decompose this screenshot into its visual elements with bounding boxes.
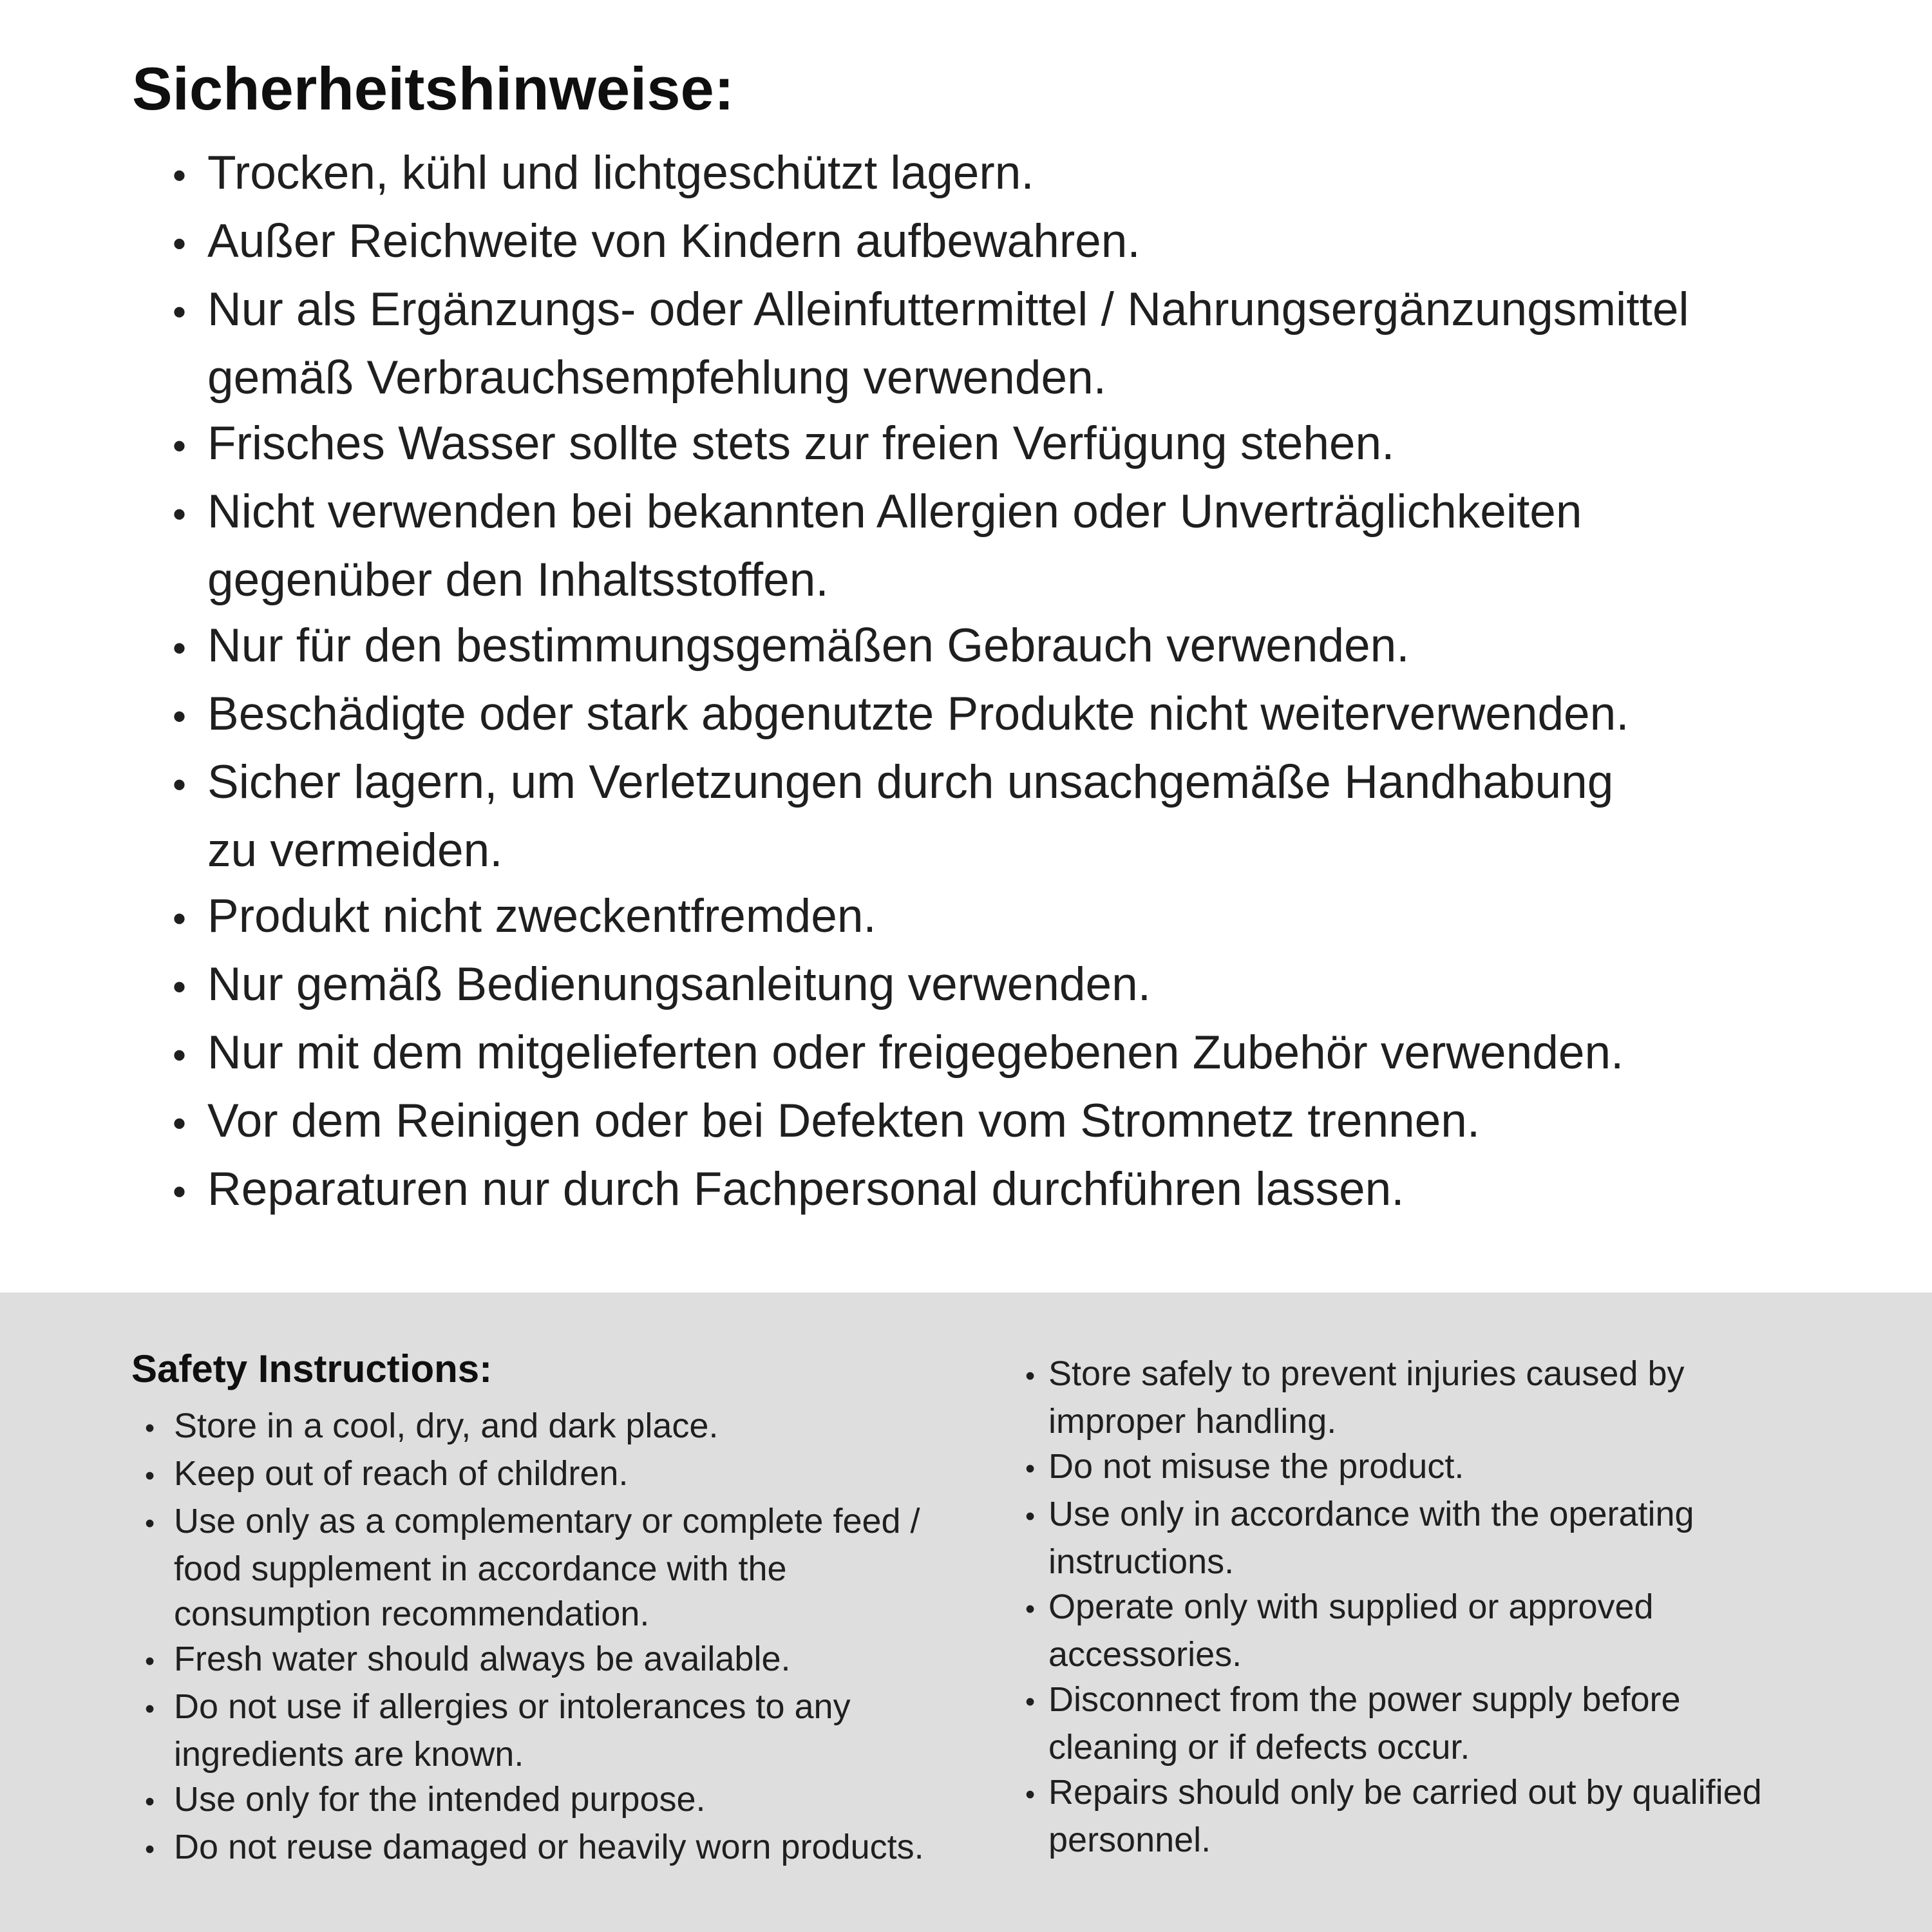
continuation-line: [131, 1732, 914, 1777]
continuation-line: [131, 1546, 914, 1591]
english-right-column: [914, 1293, 1932, 1932]
bullet-line: [131, 1499, 920, 1546]
bullet-icon: •: [173, 290, 186, 334]
bullet-icon: •: [1025, 1594, 1036, 1625]
bullet-text: Nicht verwenden bei bekannten Allergien oder Unverträglichkeiten: [207, 486, 1582, 538]
bullet-icon: •: [173, 627, 186, 670]
bullet-icon: •: [173, 1034, 186, 1077]
english-safety-section: [0, 1293, 1932, 1932]
bullet-line: [132, 411, 1932, 479]
bullet-icon: •: [145, 1413, 155, 1444]
bullet-text: Nur mit dem mitgelieferten oder freigegebenen Zubehör verwenden.: [207, 1027, 1624, 1079]
bullet-text: Nur gemäß Bedienungsanleitung verwenden.: [207, 958, 1151, 1011]
bullet-icon: •: [173, 424, 186, 468]
bullet-line: [1012, 1351, 1932, 1399]
bullet-icon: •: [145, 1786, 155, 1817]
bullet-line: [131, 1403, 914, 1451]
bullet-text: Frisches Wasser sollte stets zur freien Verfügung stehen.: [207, 417, 1395, 470]
bullet-icon: •: [145, 1694, 155, 1725]
continuation-line: [131, 1591, 914, 1636]
bullet-text: Reparaturen nur durch Fachpersonal durchführen lassen.: [207, 1163, 1405, 1216]
english-heading: Safety Instructions:: [131, 1347, 493, 1390]
bullet-text: improper handling.: [1048, 1402, 1337, 1441]
bullet-text: Nur als Ergänzungs- oder Alleinfuttermittel / Nahrungsergänzungsmittel: [207, 283, 1689, 336]
bullet-icon: •: [173, 965, 186, 1009]
bullet-icon: •: [173, 897, 186, 941]
bullet-line: [1012, 1492, 1932, 1539]
bullet-line: [1012, 1444, 1932, 1492]
bullet-line: [132, 277, 1932, 345]
bullet-line: [132, 140, 1932, 209]
bullet-text: Vor dem Reinigen oder bei Defekten vom Stromnetz trennen.: [207, 1095, 1481, 1148]
bullet-line: [131, 1777, 914, 1824]
bullet-text: instructions.: [1048, 1542, 1235, 1581]
bullet-text: Repairs should only be carried out by qualified: [1048, 1773, 1762, 1812]
bullet-icon: •: [1025, 1779, 1036, 1810]
continuation-line: [1012, 1539, 1932, 1584]
bullet-icon: •: [1025, 1361, 1036, 1392]
bullet-text: Nur für den bestimmungsgemäßen Gebrauch verwenden.: [207, 620, 1410, 672]
bullet-text: Do not use if allergies or intolerances to any: [174, 1687, 851, 1726]
bullet-text: Sicher lagern, um Verletzungen durch unsachgemäße Handhabung: [207, 756, 1614, 809]
bullet-text: Use only for the intended purpose.: [174, 1780, 706, 1819]
bullet-icon: •: [145, 1834, 155, 1865]
bullet-text: gemäß Verbrauchsempfehlung verwenden.: [207, 352, 1106, 404]
continuation-line: [1012, 1399, 1932, 1444]
bullet-line: [132, 479, 1932, 547]
bullet-text: accessories.: [1048, 1635, 1242, 1674]
continuation-line: [132, 345, 1932, 411]
bullet-line: [132, 1157, 1932, 1225]
bullet-line: [1012, 1584, 1932, 1632]
bullet-text: Beschädigte oder stark abgenutzte Produkte nicht weiterverwenden.: [207, 688, 1629, 741]
bullet-line: [132, 1088, 1932, 1157]
bullet-text: ingredients are known.: [174, 1735, 524, 1774]
bullet-text: Use only as a complementary or complete feed /: [174, 1502, 920, 1540]
bullet-text: Do not reuse damaged or heavily worn products.: [174, 1828, 924, 1866]
bullet-icon: •: [173, 493, 186, 536]
bullet-text: food supplement in accordance with the: [174, 1549, 787, 1588]
bullet-icon: •: [145, 1646, 155, 1677]
bullet-icon: •: [145, 1461, 155, 1492]
english-bullet-list-left: [131, 1403, 924, 1872]
bullet-icon: •: [173, 1170, 186, 1214]
bullet-text: cleaning or if defects occur.: [1048, 1728, 1470, 1766]
bullet-text: consumption recommendation.: [174, 1595, 650, 1633]
continuation-line: [1012, 1817, 1932, 1862]
continuation-line: [132, 818, 1932, 884]
bullet-icon: •: [173, 763, 186, 807]
bullet-icon: •: [173, 222, 186, 266]
english-left-column: [0, 1293, 924, 1932]
bullet-text: personnel.: [1048, 1821, 1211, 1859]
bullet-line: [132, 884, 1932, 952]
bullet-line: [132, 952, 1932, 1020]
bullet-icon: •: [1025, 1687, 1036, 1718]
bullet-icon: •: [173, 154, 186, 198]
bullet-text: zu vermeiden.: [207, 824, 503, 877]
german-bullet-list: [132, 140, 1932, 1225]
bullet-line: [131, 1636, 914, 1684]
bullet-text: Trocken, kühl und lichtgeschützt lagern.: [207, 147, 1034, 200]
bullet-line: [131, 1684, 914, 1732]
continuation-line: [1012, 1632, 1932, 1677]
bullet-text: Fresh water should always be available.: [174, 1640, 791, 1678]
bullet-text: Store in a cool, dry, and dark place.: [174, 1406, 719, 1445]
bullet-icon: •: [173, 1102, 186, 1146]
bullet-text: Keep out of reach of children.: [174, 1454, 629, 1493]
german-heading: Sicherheitshinweise:: [132, 55, 735, 122]
continuation-line: [1012, 1725, 1932, 1770]
bullet-text: Produkt nicht zweckentfremden.: [207, 890, 876, 943]
bullet-line: [1012, 1677, 1932, 1725]
bullet-text: gegenüber den Inhaltsstoffen.: [207, 554, 829, 607]
bullet-icon: •: [145, 1508, 155, 1539]
bullet-text: Außer Reichweite von Kindern aufbewahren.: [207, 215, 1141, 268]
bullet-line: [131, 1451, 914, 1499]
bullet-line: [132, 209, 1932, 277]
bullet-text: Disconnect from the power supply before: [1048, 1680, 1681, 1719]
bullet-text: Do not misuse the product.: [1048, 1447, 1464, 1486]
bullet-line: [131, 1824, 924, 1872]
bullet-line: [132, 613, 1932, 681]
bullet-line: [132, 1020, 1932, 1088]
bullet-icon: •: [1025, 1454, 1036, 1484]
bullet-text: Store safely to prevent injuries caused by: [1048, 1354, 1685, 1393]
bullet-icon: •: [173, 695, 186, 739]
bullet-line: [132, 681, 1932, 750]
bullet-line: [132, 750, 1932, 818]
bullet-text: Operate only with supplied or approved: [1048, 1587, 1654, 1626]
english-bullet-list-right: [1012, 1351, 1932, 1862]
bullet-icon: •: [1025, 1501, 1036, 1532]
bullet-line: [1012, 1770, 1932, 1817]
bullet-text: Use only in accordance with the operating: [1048, 1495, 1694, 1533]
continuation-line: [132, 547, 1932, 613]
